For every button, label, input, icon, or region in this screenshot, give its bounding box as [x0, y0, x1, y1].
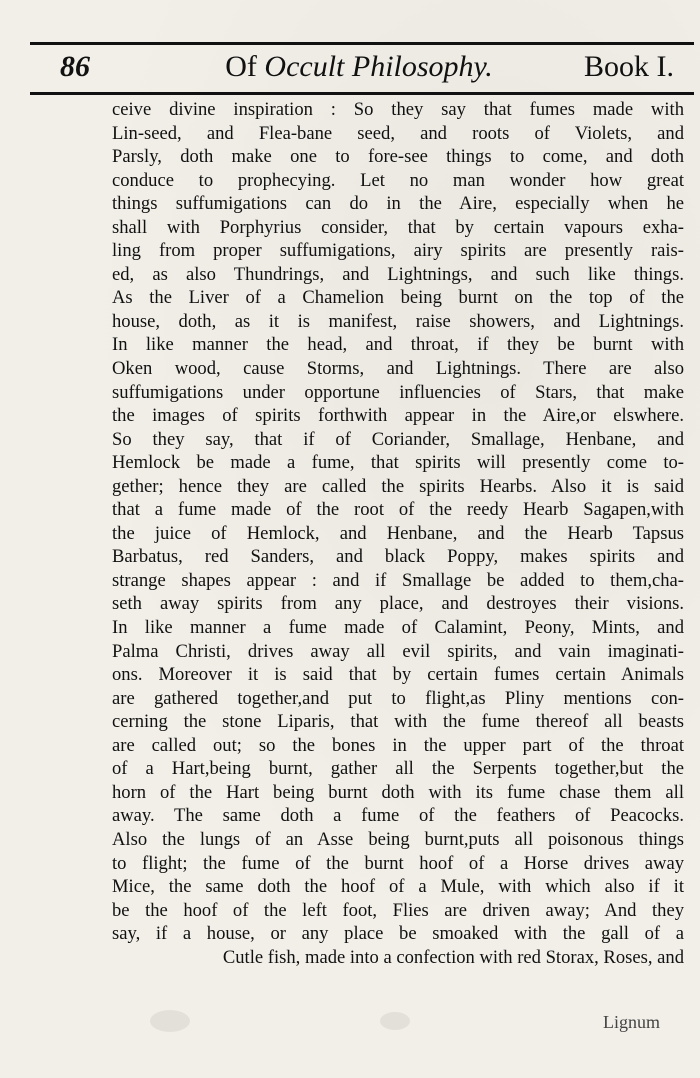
- header-top-rule: [30, 42, 694, 45]
- body-text: [112, 98, 684, 969]
- text-line: horn of the Hart being burnt doth with its fume chase them all: [112, 781, 684, 803]
- book-label: Book I.: [584, 50, 674, 83]
- text-line: In like manner the head, and throat, if they be burnt with: [112, 334, 684, 356]
- text-line: cerning the stone Liparis, that with the fume thereof all beasts: [112, 711, 684, 733]
- text-line: suffumigations under opportune influencies of Stars, that make: [112, 381, 684, 403]
- text-line: Cutle fish, made into a confection with red Storax, Roses, and: [222, 946, 684, 968]
- text-line: away. The same doth a fume of the feathers of Peacocks.: [112, 805, 684, 827]
- text-line: things suffumigations can do in the Aire, especially when he: [112, 193, 684, 215]
- running-title-prefix: Of: [225, 50, 265, 83]
- text-line: of a Hart,being burnt, gather all the Serpents together,but the: [112, 758, 684, 780]
- text-line: Mice, the same doth the hoof of a Mule, with which also if it: [112, 876, 684, 898]
- text-line: house, doth, as it is manifest, raise showers, and Lightnings.: [112, 310, 684, 332]
- text-line: shall with Porphyrius consider, that by certain vapours exha-: [112, 216, 684, 238]
- text-line: As the Liver of a Chamelion being burnt on the top of the: [112, 287, 684, 309]
- text-line: ceive divine inspiration : So they say that fumes made with: [112, 99, 684, 120]
- text-line: Palma Christi, drives away all evil spirits, and vain imaginati-: [112, 640, 684, 662]
- text-line: ons. Moreover it is said that by certain fumes certain Animals: [112, 664, 684, 686]
- text-line: are called out; so the bones in the upper part of the throat: [112, 734, 684, 756]
- page-number: 86: [60, 50, 90, 83]
- text-line: gether; hence they are called the spirits Hearbs. Also it is said: [112, 475, 684, 497]
- text-line: Oken wood, cause Storms, and Lightnings. There are also: [112, 358, 684, 380]
- text-line: ling from proper suffumigations, airy spirits are presently rais-: [112, 240, 684, 262]
- catchword: Lignum: [603, 1012, 660, 1032]
- text-line: to flight; the fume of the burnt hoof of a Horse drives away: [112, 852, 684, 874]
- text-line: the juice of Hemlock, and Henbane, and the Hearb Tapsus: [112, 522, 684, 544]
- text-line: that a fume made of the root of the reedy Hearb Sagapen,with: [112, 499, 684, 521]
- text-line: say, if a house, or any place be smoaked with the gall of a: [112, 923, 684, 945]
- text-line: Parsly, doth make one to fore-see things to come, and doth: [112, 146, 684, 168]
- header-bottom-rule: [30, 92, 694, 95]
- page-smudge: [380, 1012, 410, 1030]
- text-line: Also the lungs of an Asse being burnt,puts all poisonous things: [112, 828, 684, 850]
- running-title-italic: Occult Philosophy.: [264, 50, 493, 83]
- text-line: seth away spirits from any place, and destroyes their visions.: [112, 593, 684, 615]
- text-line: So they say, that if of Coriander, Smallage, Henbane, and: [112, 428, 684, 450]
- text-line: conduce to prophecying. Let no man wonder how great: [112, 169, 684, 191]
- text-line: Hemlock be made a fume, that spirits will presently come to-: [112, 452, 684, 474]
- text-line: Lin-seed, and Flea-bane seed, and roots of Violets, and: [112, 122, 684, 144]
- text-line: strange shapes appear : and if Smallage be added to them,cha-: [112, 569, 684, 591]
- text-line: ed, as also Thundrings, and Lightnings, and such like things.: [112, 263, 684, 285]
- text-line: be the hoof of the left foot, Flies are driven away; And they: [112, 899, 684, 921]
- text-line: Barbatus, red Sanders, and black Poppy, makes spirits and: [112, 546, 684, 568]
- page-smudge: [150, 1010, 190, 1032]
- running-header: [30, 46, 688, 90]
- text-line: In like manner a fume made of Calamint, Peony, Mints, and: [112, 617, 684, 639]
- text-line: the images of spirits forthwith appear in the Aire,or elswhere.: [112, 405, 684, 427]
- text-line: are gathered together,and put to flight,as Pliny mentions con-: [112, 687, 684, 709]
